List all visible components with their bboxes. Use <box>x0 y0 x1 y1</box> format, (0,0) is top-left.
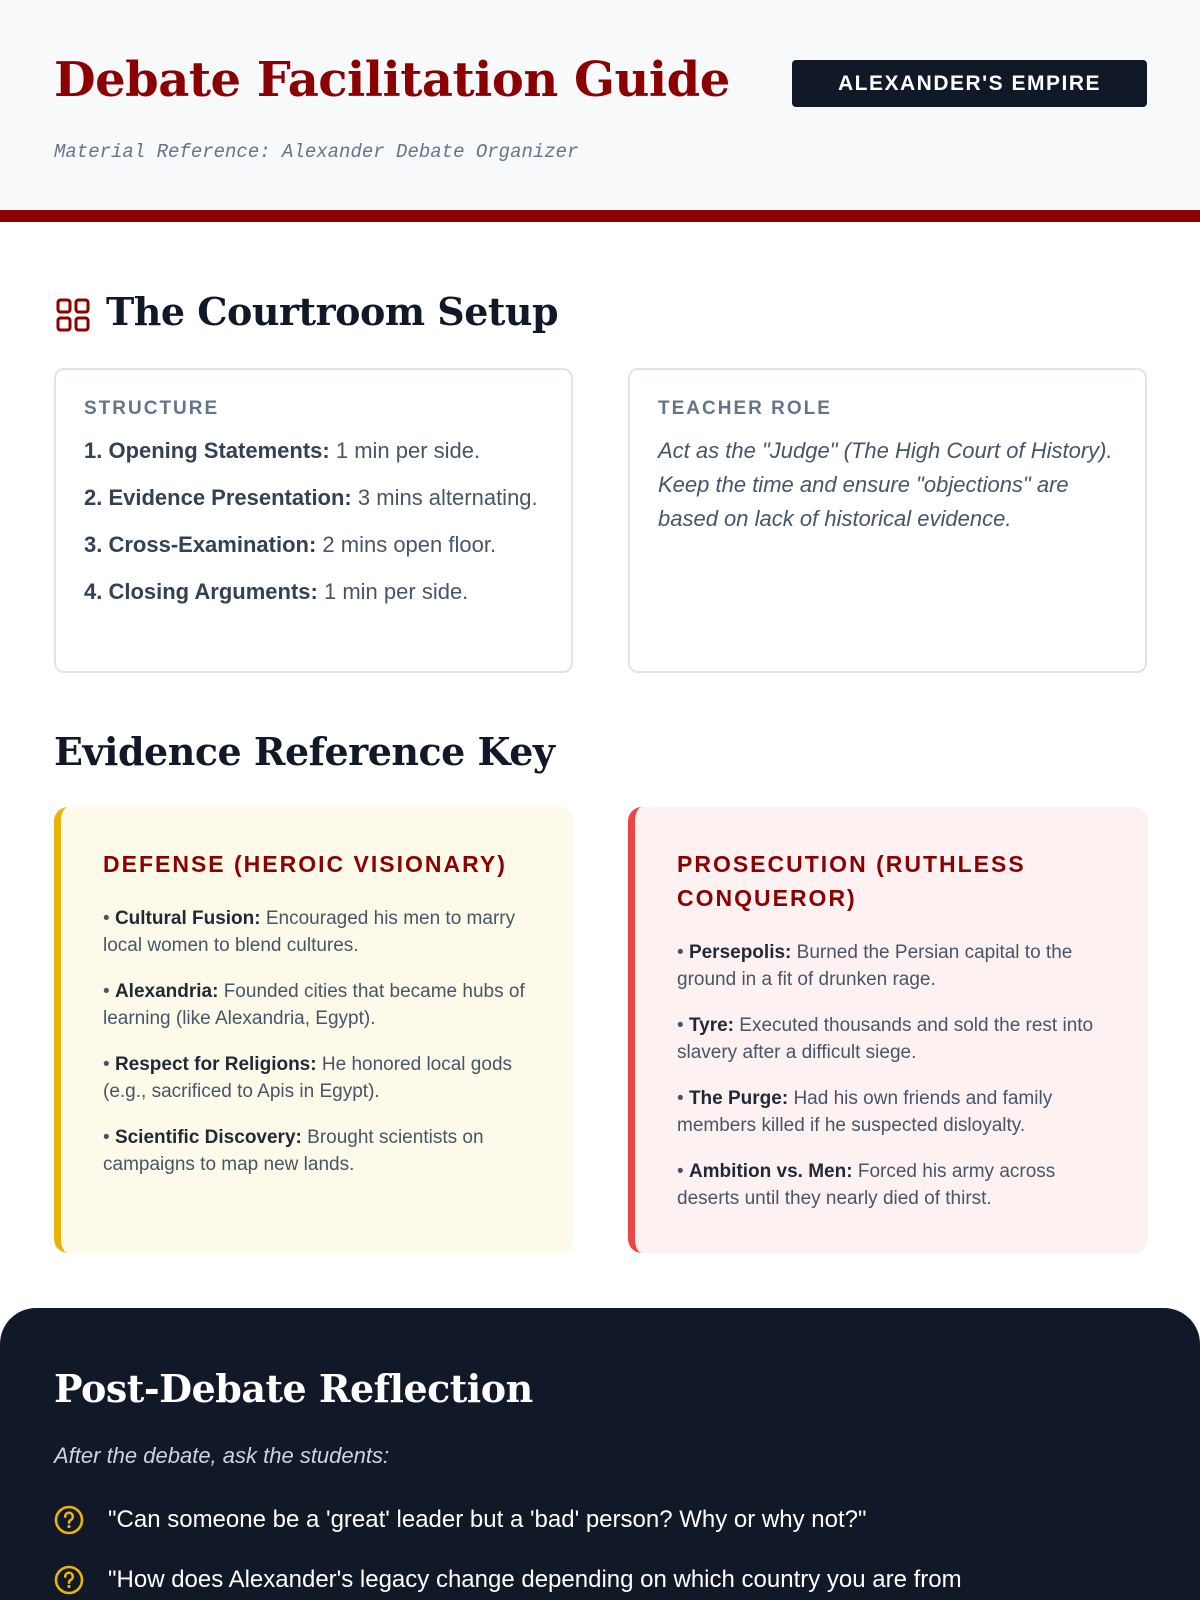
prosecution-point: • Tyre: Executed thousands and sold the rest into slavery after a difficult siege. <box>677 1015 1094 1063</box>
structure-step: 4. Closing Arguments: 1 min per side. <box>84 579 469 604</box>
question-text: "How does Alexander's legacy change depending on which country you are from <box>108 1566 962 1593</box>
page-title: Debate Facilitation Guide <box>54 52 730 108</box>
reflection-section <box>0 1308 1200 1600</box>
prosecution-point: • Persepolis: Burned the Persian capital to the ground in a fit of drunken rage. <box>677 942 1073 990</box>
defense-point: • Scientific Discovery: Brought scientists on campaigns to map new lands. <box>103 1127 484 1175</box>
reflection-intro: After the debate, ask the students: <box>54 1443 390 1468</box>
question-circle-icon <box>54 1565 84 1595</box>
prosecution-point: • Ambition vs. Men: Forced his army across deserts until they nearly died of thirst. <box>677 1161 1056 1209</box>
reflection-question <box>54 1503 1194 1537</box>
structure-label: STRUCTURE <box>84 398 220 419</box>
structure-step: 3. Cross-Examination: 2 mins open floor. <box>84 532 497 557</box>
structure-step: 2. Evidence Presentation: 3 mins alternating. <box>84 485 538 510</box>
teacher-role-text: Act as the "Judge" (The High Court of History). Keep the time and ensure "objections" are based on lack of historical evidence. <box>658 438 1113 531</box>
teacher-role-label: TEACHER ROLE <box>658 398 832 419</box>
reflection-question <box>54 1563 1194 1597</box>
structure-card <box>54 368 573 673</box>
question-circle-icon <box>54 1505 84 1535</box>
prosecution-panel <box>628 807 1148 1253</box>
question-text: "Can someone be a 'great' leader but a 'bad' person? Why or why not?" <box>108 1506 867 1533</box>
reflection-heading: Post-Debate Reflection <box>54 1366 533 1411</box>
defense-title: DEFENSE (HEROIC VISIONARY) <box>103 851 507 877</box>
grid-icon <box>56 298 90 332</box>
topic-badge: ALEXANDER'S EMPIRE <box>792 60 1147 107</box>
material-reference: Material Reference: Alexander Debate Organizer <box>54 141 579 163</box>
evidence-heading: Evidence Reference Key <box>54 729 555 774</box>
defense-panel <box>54 807 574 1253</box>
teacher-role-card <box>628 368 1147 673</box>
defense-point: • Cultural Fusion: Encouraged his men to marry local women to blend cultures. <box>103 908 516 956</box>
courtroom-heading: The Courtroom Setup <box>106 289 559 334</box>
defense-point: • Alexandria: Founded cities that became hubs of learning (like Alexandria, Egypt). <box>103 981 525 1029</box>
structure-step: 1. Opening Statements: 1 min per side. <box>84 438 481 463</box>
defense-point: • Respect for Religions: He honored local gods (e.g., sacrificed to Apis in Egypt). <box>103 1054 513 1102</box>
prosecution-point: • The Purge: Had his own friends and family members killed if he suspected disloyalty. <box>677 1088 1053 1136</box>
header <box>0 0 1200 222</box>
prosecution-title: PROSECUTION (RUTHLESS CONQUEROR) <box>677 851 1026 911</box>
